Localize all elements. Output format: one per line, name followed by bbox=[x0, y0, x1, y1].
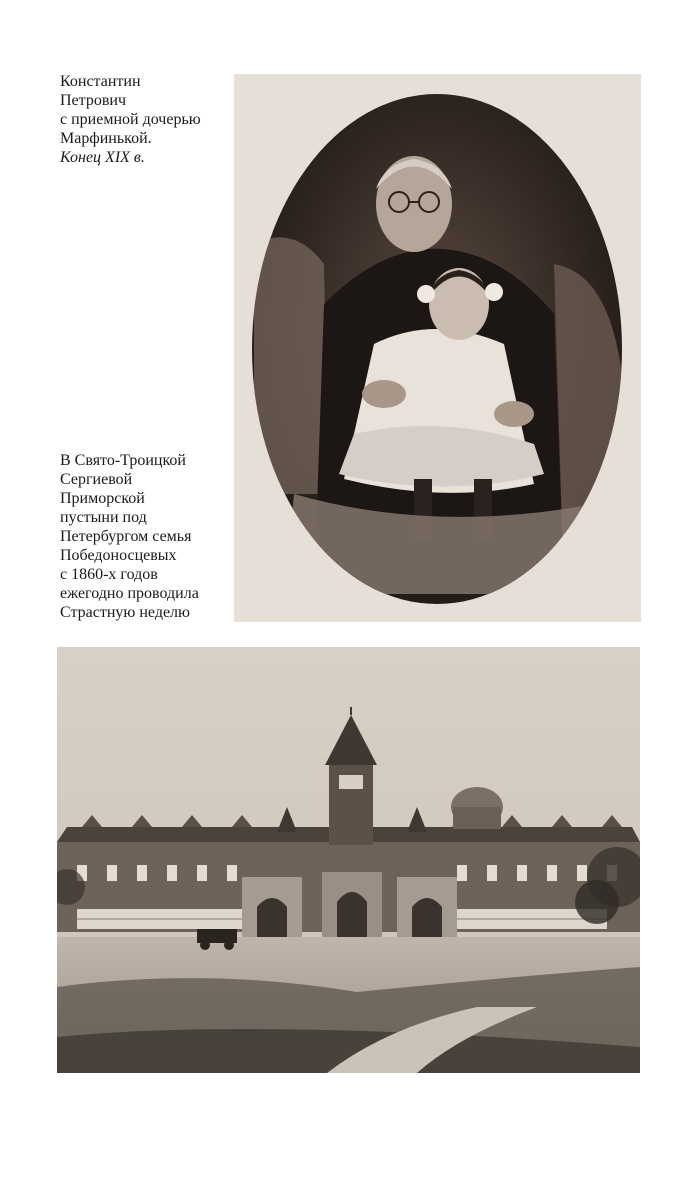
monastery-photo bbox=[57, 647, 640, 1073]
monastery-photo-image bbox=[57, 647, 640, 1073]
portrait-caption-line: Константин bbox=[60, 73, 141, 90]
monastery-caption-line: Петербургом семья bbox=[60, 528, 192, 545]
portrait-caption-date: Конец XIX в. bbox=[60, 149, 145, 166]
portrait-photo bbox=[234, 74, 641, 622]
monastery-caption-line: Приморской bbox=[60, 490, 145, 507]
portrait-caption-line: Петрович bbox=[60, 92, 127, 109]
monastery-caption-line: Сергиевой bbox=[60, 471, 133, 488]
portrait-caption-line: с приемной дочерью bbox=[60, 111, 201, 128]
portrait-caption bbox=[60, 72, 230, 167]
monastery-caption bbox=[60, 451, 230, 622]
monastery-caption-line: ежегодно проводила bbox=[60, 585, 199, 602]
monastery-caption-line: Страстную неделю bbox=[60, 604, 190, 621]
portrait-photo-image bbox=[234, 74, 641, 622]
monastery-caption-line: с 1860-х годов bbox=[60, 566, 158, 583]
monastery-caption-line: В Свято-Троицкой bbox=[60, 452, 186, 469]
monastery-caption-line: пустыни под bbox=[60, 509, 147, 526]
monastery-caption-line: Победоносцевых bbox=[60, 547, 177, 564]
portrait-caption-line: Марфинькой. bbox=[60, 130, 152, 147]
